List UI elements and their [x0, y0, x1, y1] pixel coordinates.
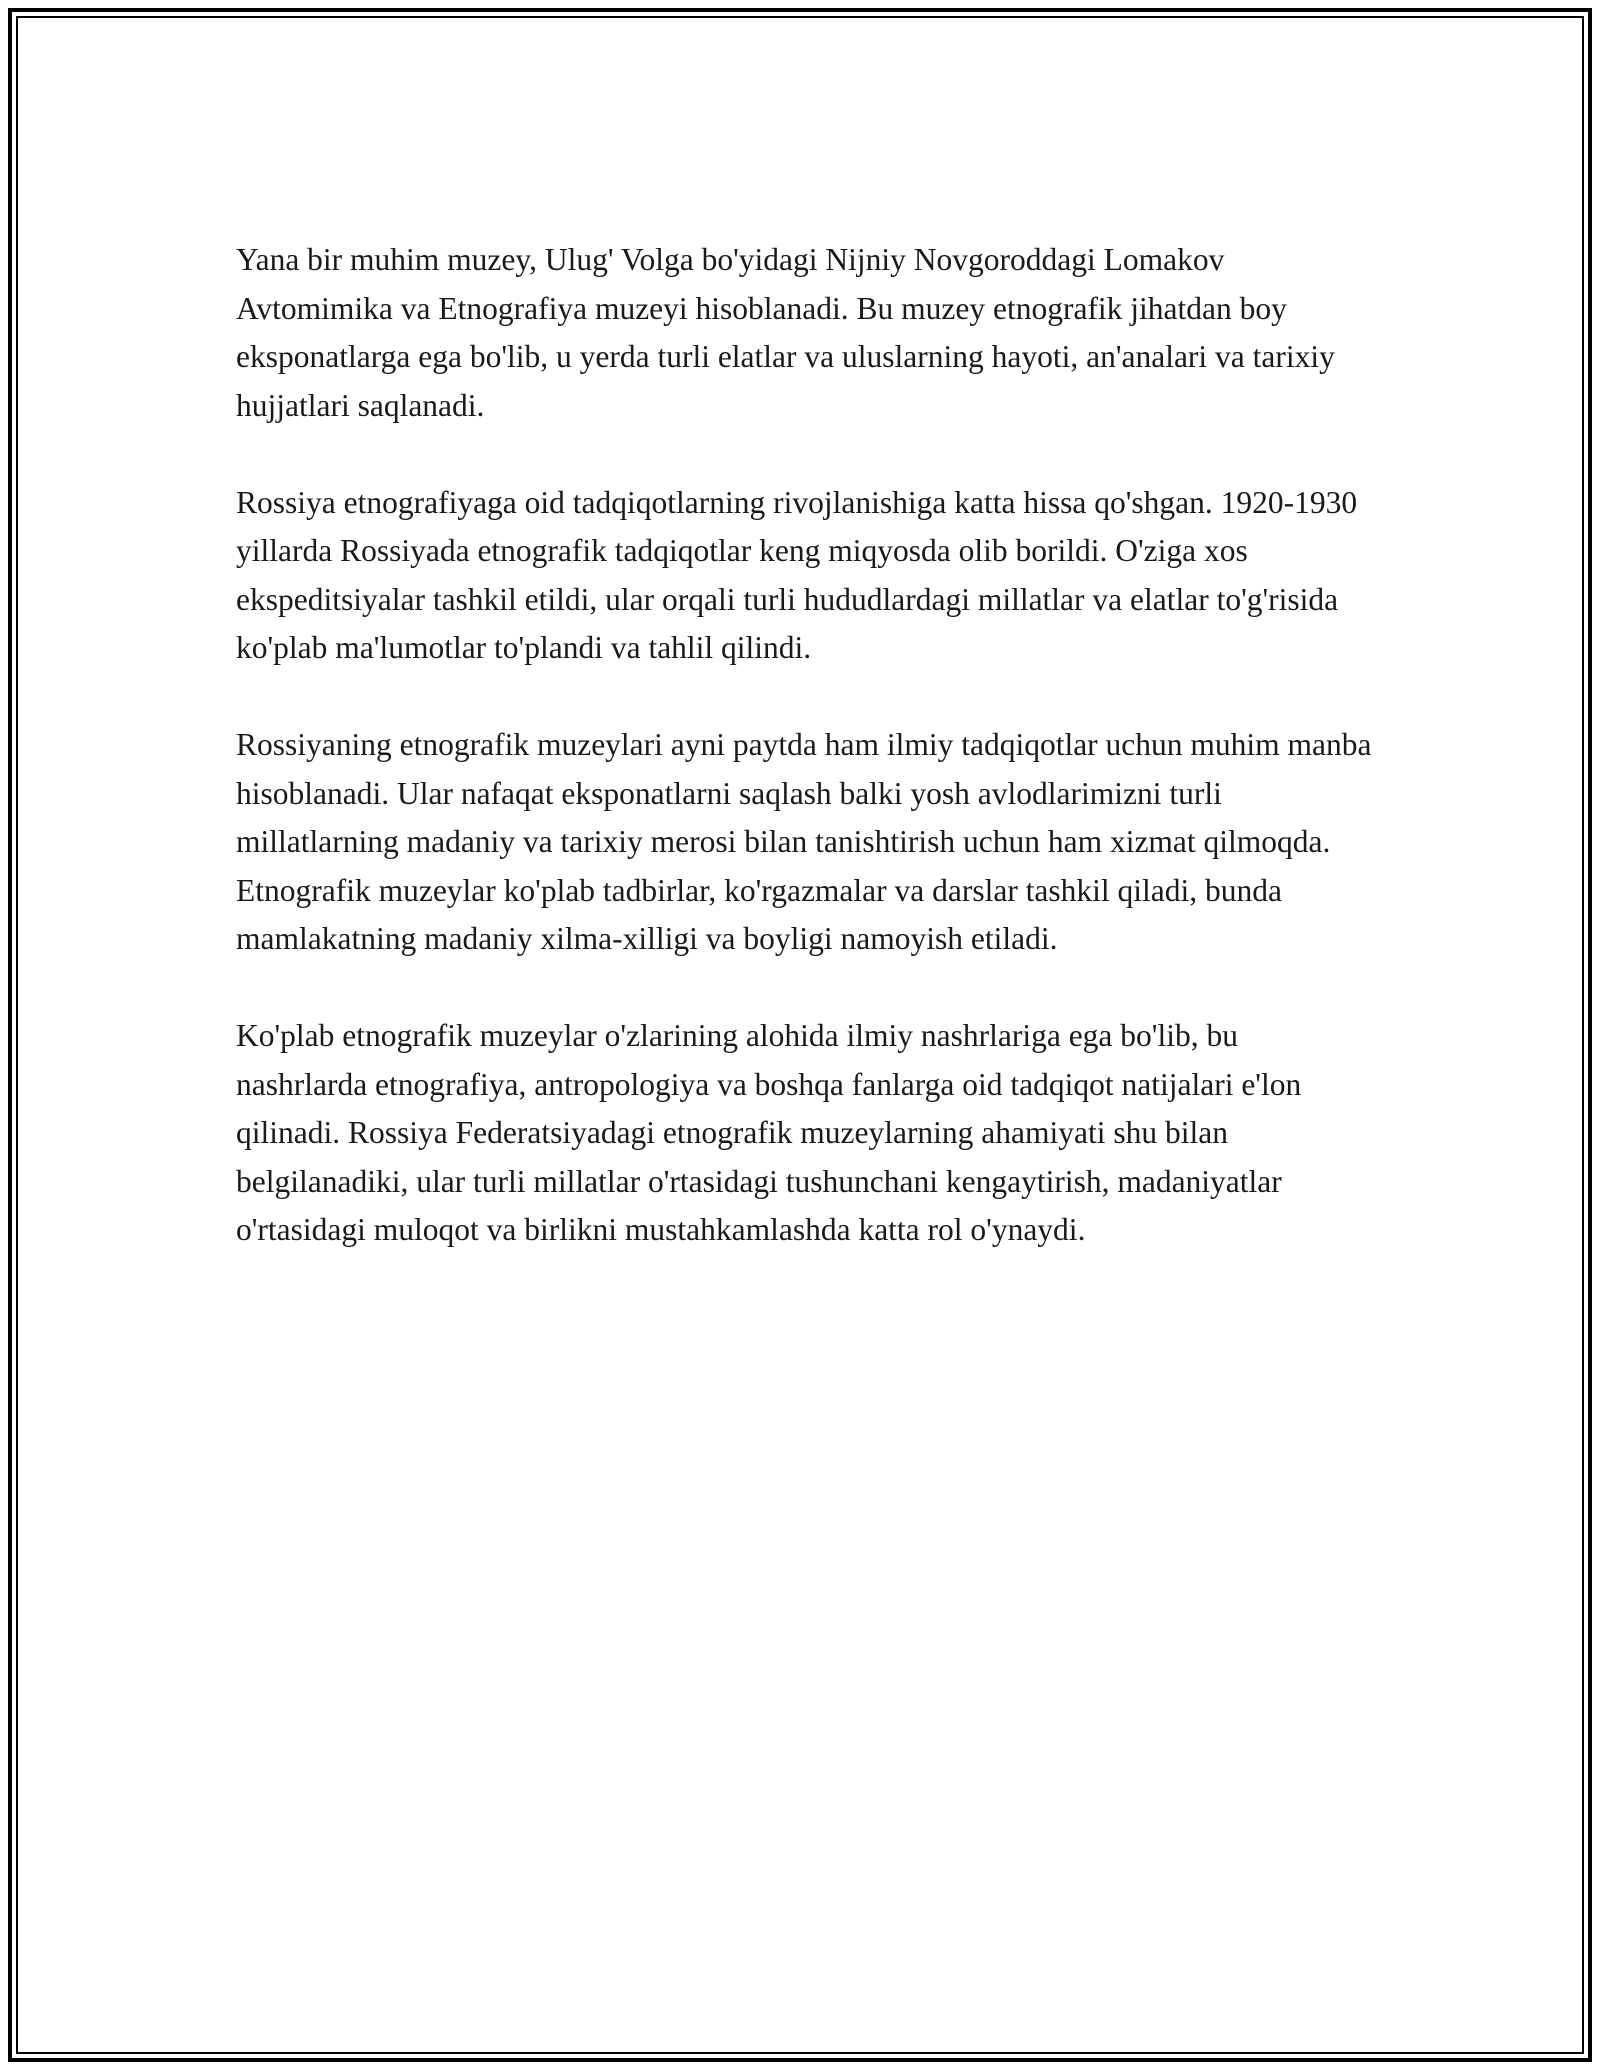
paragraph-1: Yana bir muhim muzey, Ulug' Volga bo'yidagi Nijniy Novgoroddagi Lomakov Avtomimika va Etnografiya muzeyi hisoblanadi. Bu muzey etnografik jihatdan boy eksponatlarga ega bo'lib, u yerda turli elatlar va uluslarning hayoti, an'analari va tarixiy hujjatlari saqlanadi.	[236, 242, 1335, 423]
paragraph-3: Rossiyaning etnografik muzeylari ayni paytda ham ilmiy tadqiqotlar uchun muhim manba hisoblanadi. Ular nafaqat eksponatlarni saqlash balki yosh avlodlarimizni turli millatlarning madaniy va tarixiy merosi bilan tanishtirish uchun ham xizmat qilmoqda. Etnografik muzeylar ko'plab tadbirlar, ko'rgazmalar va darslar tashkil qiladi, bunda mamlakatning madaniy xilma-xilligi va boyligi namoyish etiladi.	[236, 727, 1372, 956]
paragraph-2: Rossiya etnografiyaga oid tadqiqotlarning rivojlanishiga katta hissa qo'shgan. 1920-1930 yillarda Rossiyada etnografik tadqiqotlar keng miqyosda olib borildi. O'ziga xos ekspeditsiyalar tashkil etildi, ular orqali turli hududlardagi millatlar va elatlar to'g'risida ko'plab ma'lumotlar to'plandi va tahlil qilindi.	[236, 484, 1358, 665]
paragraph-4: Ko'plab etnografik muzeylar o'zlarining alohida ilmiy nashrlariga ega bo'lib, bu nashrlarda etnografiya, antropologiya va boshqa fanlarga oid tadqiqot natijalari e'lon qilinadi. Rossiya Federatsiyadagi etnografik muzeylarning ahamiyati shu bilan belgilanadiki, ular turli millatlar o'rtasidagi tushunchani kengaytirish, madaniyatlar o'rtasidagi muloqot va birlikni mustahkamlashda katta rol o'ynaydi.	[236, 1018, 1302, 1247]
document-body	[236, 236, 1376, 1303]
